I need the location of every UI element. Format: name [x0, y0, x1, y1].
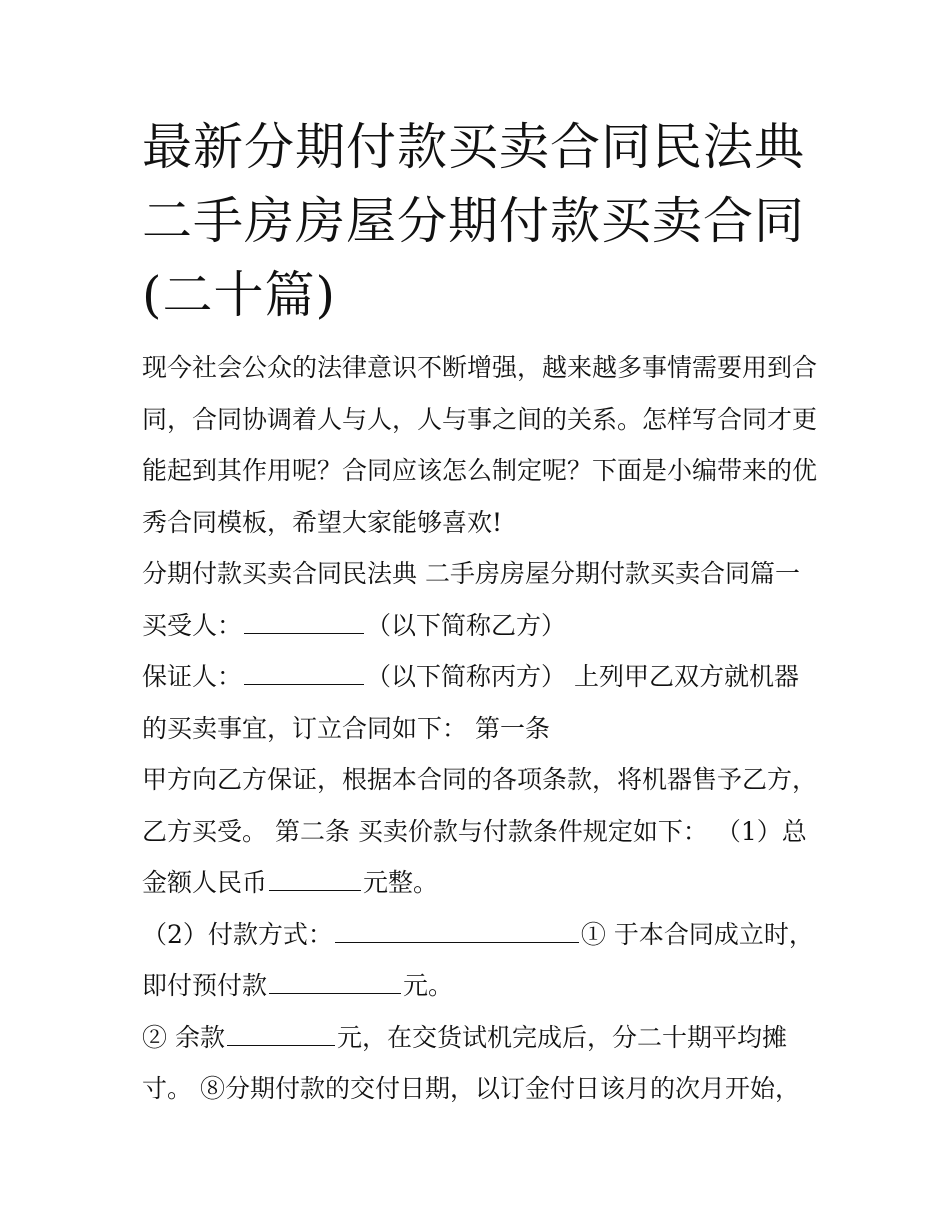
amount-label: 金额人民币	[142, 868, 268, 897]
title-line-3: (二十篇)	[142, 266, 337, 324]
amount-line	[142, 857, 832, 909]
buyer-blank	[244, 611, 364, 634]
body-line-10: 乙方买受。 第二条 买卖价款与付款条件规定如下： （1）总	[142, 816, 807, 846]
document-body	[142, 342, 832, 1115]
document-title	[142, 110, 832, 332]
balance-line	[142, 1012, 832, 1064]
buyer-label: 买受人：	[142, 610, 243, 640]
guarantor-suffix: （以下简称丙方） 上列甲乙双方就机器	[366, 662, 799, 691]
document-page	[142, 110, 832, 1115]
buyer-line	[142, 600, 832, 652]
prepay-suffix: 元。	[403, 971, 454, 1000]
payment-label: （2）付款方式：	[142, 919, 333, 949]
prepay-line	[142, 960, 832, 1012]
prepay-label: 即付预付款	[142, 971, 268, 1000]
guarantor-blank	[244, 662, 364, 685]
balance-label: ② 余款	[142, 1022, 225, 1052]
body-line-3: 能起到其作用呢？合同应该怎么制定呢？下面是小编带来的优	[142, 456, 818, 485]
payment-blank	[335, 920, 579, 943]
body-line-1: 现今社会公众的法律意识不断增强，越来越多事情需要用到合	[142, 353, 818, 382]
body-line-last: 寸。 ⑧分期付款的交付日期，以订金付日该月的次月开始，	[142, 1074, 800, 1103]
body-line-5: 分期付款买卖合同民法典 二手房房屋分期付款买卖合同篇一	[142, 559, 800, 588]
balance-blank	[227, 1023, 335, 1046]
body-line-8: 的买卖事宜，订立合同如下： 第一条	[142, 713, 550, 743]
guarantor-line	[142, 651, 832, 703]
buyer-suffix: （以下简称乙方）	[366, 610, 567, 640]
body-line-4: 秀合同模板，希望大家能够喜欢!	[142, 507, 503, 537]
title-line-1: 最新分期付款买卖合同民法典	[142, 118, 805, 176]
guarantor-label: 保证人：	[142, 662, 243, 691]
body-line-2: 同，合同协调着人与人，人与事之间的关系。怎样写合同才更	[142, 404, 818, 434]
balance-suffix: 元，在交货试机完成后，分二十期平均摊	[336, 1022, 787, 1052]
amount-blank	[269, 868, 361, 891]
payment-suffix: ① 于本合同成立时，	[580, 919, 814, 949]
payment-line	[142, 909, 832, 961]
amount-suffix: 元整。	[363, 868, 439, 897]
prepay-blank	[269, 971, 401, 994]
body-line-9: 甲方向乙方保证，根据本合同的各项条款，将机器售予乙方，	[142, 765, 818, 794]
title-line-2: 二手房房屋分期付款买卖合同	[142, 192, 805, 250]
